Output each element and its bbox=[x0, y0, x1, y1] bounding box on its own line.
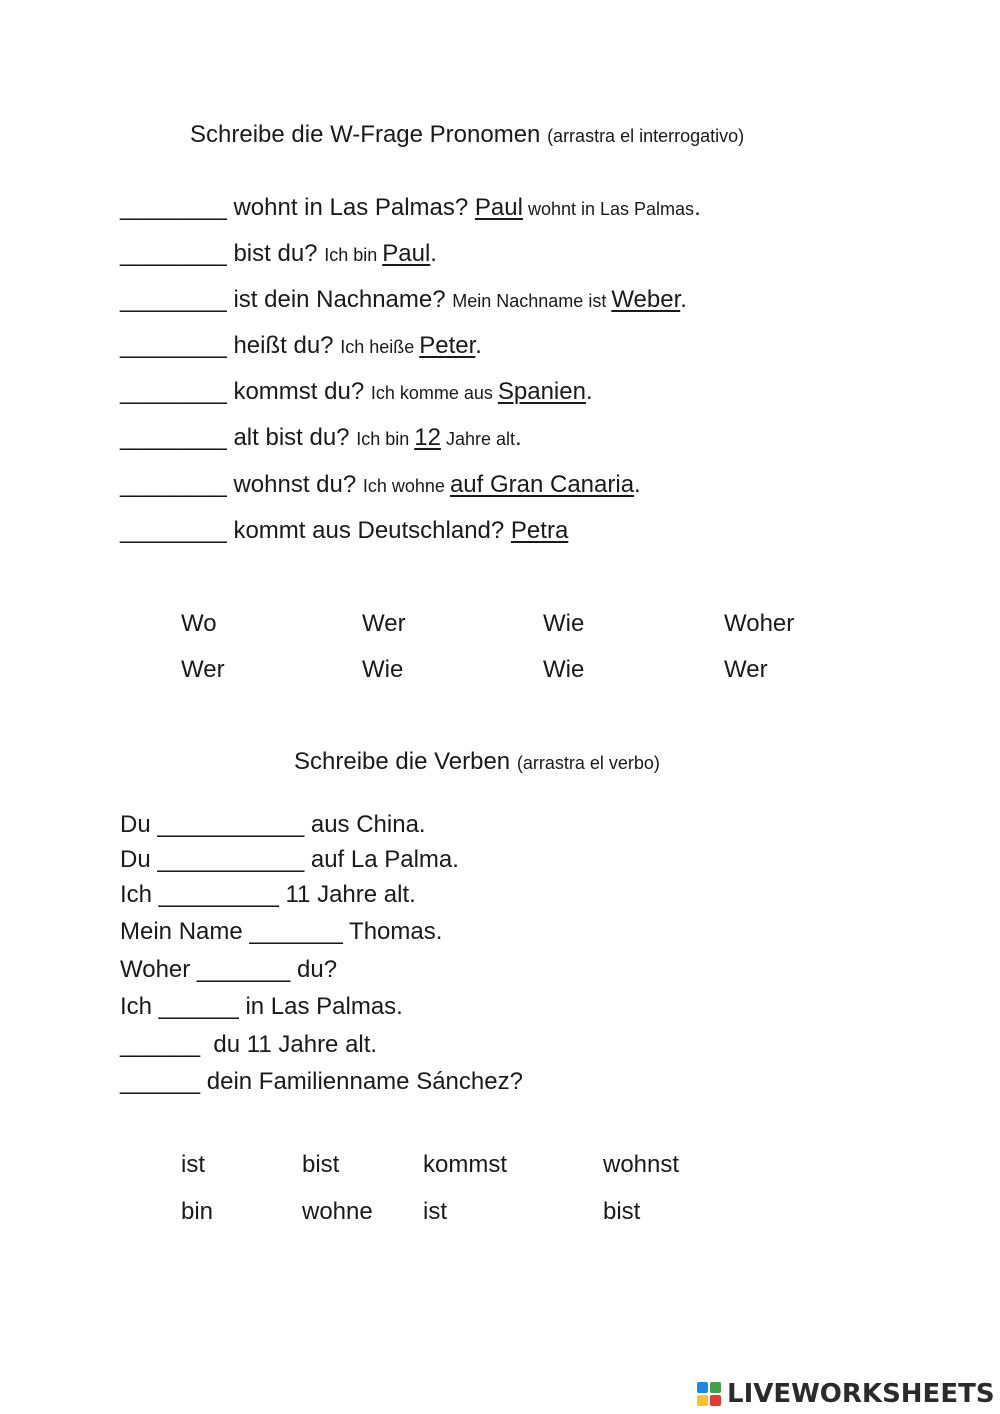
answer-blank[interactable]: ________ bbox=[120, 378, 227, 405]
verb-sentence[interactable]: Woher _______ du? bbox=[120, 956, 338, 983]
section1-subtitle: (arrastra el interrogativo) bbox=[547, 126, 745, 146]
liveworksheets-logo bbox=[697, 1379, 995, 1409]
answer-end: . bbox=[634, 471, 641, 498]
answer-blank[interactable]: ________ bbox=[120, 194, 227, 221]
pronoun-option[interactable]: Wie bbox=[543, 610, 585, 637]
pronoun-option[interactable]: Wie bbox=[543, 656, 585, 683]
verb-sentence[interactable]: Du ___________ auf La Palma. bbox=[120, 846, 459, 873]
question-text: alt bist du? bbox=[226, 424, 357, 451]
verb-sentence[interactable]: Du ___________ aus China. bbox=[120, 811, 426, 838]
question-line bbox=[120, 517, 568, 545]
section2-subtitle: (arrastra el verbo) bbox=[516, 753, 660, 773]
question-text: bist du? bbox=[226, 240, 325, 267]
pronoun-option[interactable]: Wie bbox=[362, 656, 404, 683]
answer-prefix: Ich bin bbox=[356, 429, 415, 449]
pronoun-option[interactable]: Wer bbox=[724, 656, 768, 683]
answer-keyword: auf Gran Canaria bbox=[449, 471, 635, 498]
answer-keyword: 12 bbox=[414, 424, 441, 451]
verb-option[interactable]: ist bbox=[423, 1198, 447, 1225]
verb-sentence[interactable]: Ich ______ in Las Palmas. bbox=[120, 993, 403, 1020]
logo-text: LIVEWORKSHEETS bbox=[727, 1379, 995, 1409]
section1-title-text: Schreibe die W-Frage Pronomen bbox=[190, 121, 541, 148]
verb-option[interactable]: ist bbox=[181, 1151, 205, 1178]
answer-prefix: Ich heiße bbox=[340, 337, 420, 357]
answer-prefix: Ich wohne bbox=[362, 476, 450, 496]
logo-blocks-icon bbox=[697, 1380, 723, 1408]
answer-end: . bbox=[680, 286, 687, 313]
question-line bbox=[120, 240, 437, 268]
answer-keyword: Paul bbox=[382, 240, 431, 267]
answer-prefix: Ich komme aus bbox=[370, 383, 498, 403]
section2-title bbox=[294, 748, 660, 776]
answer-end: . bbox=[694, 194, 701, 221]
question-line bbox=[120, 424, 522, 452]
answer-end: . bbox=[475, 332, 482, 359]
question-text: heißt du? bbox=[226, 332, 341, 359]
question-line bbox=[120, 194, 701, 222]
verb-sentence[interactable]: Ich _________ 11 Jahre alt. bbox=[120, 881, 416, 908]
section2-title-text: Schreibe die Verben bbox=[294, 748, 511, 775]
question-text: kommst du? bbox=[226, 378, 371, 405]
verb-sentence[interactable]: ______ dein Familienname Sánchez? bbox=[120, 1068, 523, 1095]
question-text: wohnst du? bbox=[226, 471, 363, 498]
question-line bbox=[120, 332, 482, 360]
answer-prefix: Mein Nachname ist bbox=[452, 291, 612, 311]
answer-suffix: Jahre alt bbox=[440, 429, 515, 449]
answer-end: . bbox=[585, 378, 593, 405]
answer-keyword: Petra bbox=[510, 517, 569, 544]
question-line bbox=[120, 286, 687, 314]
verb-sentence[interactable]: Mein Name _______ Thomas. bbox=[120, 918, 443, 945]
question-text: wohnt in Las Palmas? bbox=[226, 194, 475, 221]
answer-keyword: Paul bbox=[474, 194, 523, 221]
verb-option[interactable]: bist bbox=[302, 1151, 340, 1178]
answer-end: . bbox=[430, 240, 437, 267]
verb-option[interactable]: bist bbox=[603, 1198, 641, 1225]
answer-blank[interactable]: ________ bbox=[120, 471, 227, 498]
verb-option[interactable]: wohne bbox=[302, 1198, 373, 1225]
question-text: ist dein Nachname? bbox=[226, 286, 453, 313]
answer-keyword: Weber bbox=[611, 286, 681, 313]
answer-blank[interactable]: ________ bbox=[120, 517, 227, 544]
answer-end: . bbox=[515, 424, 522, 451]
answer-blank[interactable]: ________ bbox=[120, 424, 227, 451]
verb-option[interactable]: kommst bbox=[423, 1151, 507, 1178]
verb-option[interactable]: wohnst bbox=[603, 1151, 680, 1178]
answer-keyword: Spanien bbox=[497, 378, 586, 405]
pronoun-option[interactable]: Wo bbox=[181, 610, 217, 637]
verb-sentence[interactable]: ______ du 11 Jahre alt. bbox=[120, 1031, 378, 1058]
answer-blank[interactable]: ________ bbox=[120, 286, 227, 313]
question-line bbox=[120, 471, 641, 499]
pronoun-option[interactable]: Wer bbox=[181, 656, 225, 683]
pronoun-option[interactable]: Woher bbox=[724, 610, 795, 637]
pronoun-option[interactable]: Wer bbox=[362, 610, 406, 637]
answer-blank[interactable]: ________ bbox=[120, 240, 227, 267]
answer-suffix: wohnt in Las Palmas bbox=[522, 199, 695, 219]
answer-prefix: Ich bin bbox=[324, 245, 383, 265]
answer-blank[interactable]: ________ bbox=[120, 332, 227, 359]
answer-keyword: Peter bbox=[419, 332, 476, 359]
verb-option[interactable]: bin bbox=[181, 1198, 214, 1225]
section1-title bbox=[190, 121, 744, 149]
question-line bbox=[120, 378, 593, 406]
question-text: kommt aus Deutschland? bbox=[226, 517, 511, 544]
